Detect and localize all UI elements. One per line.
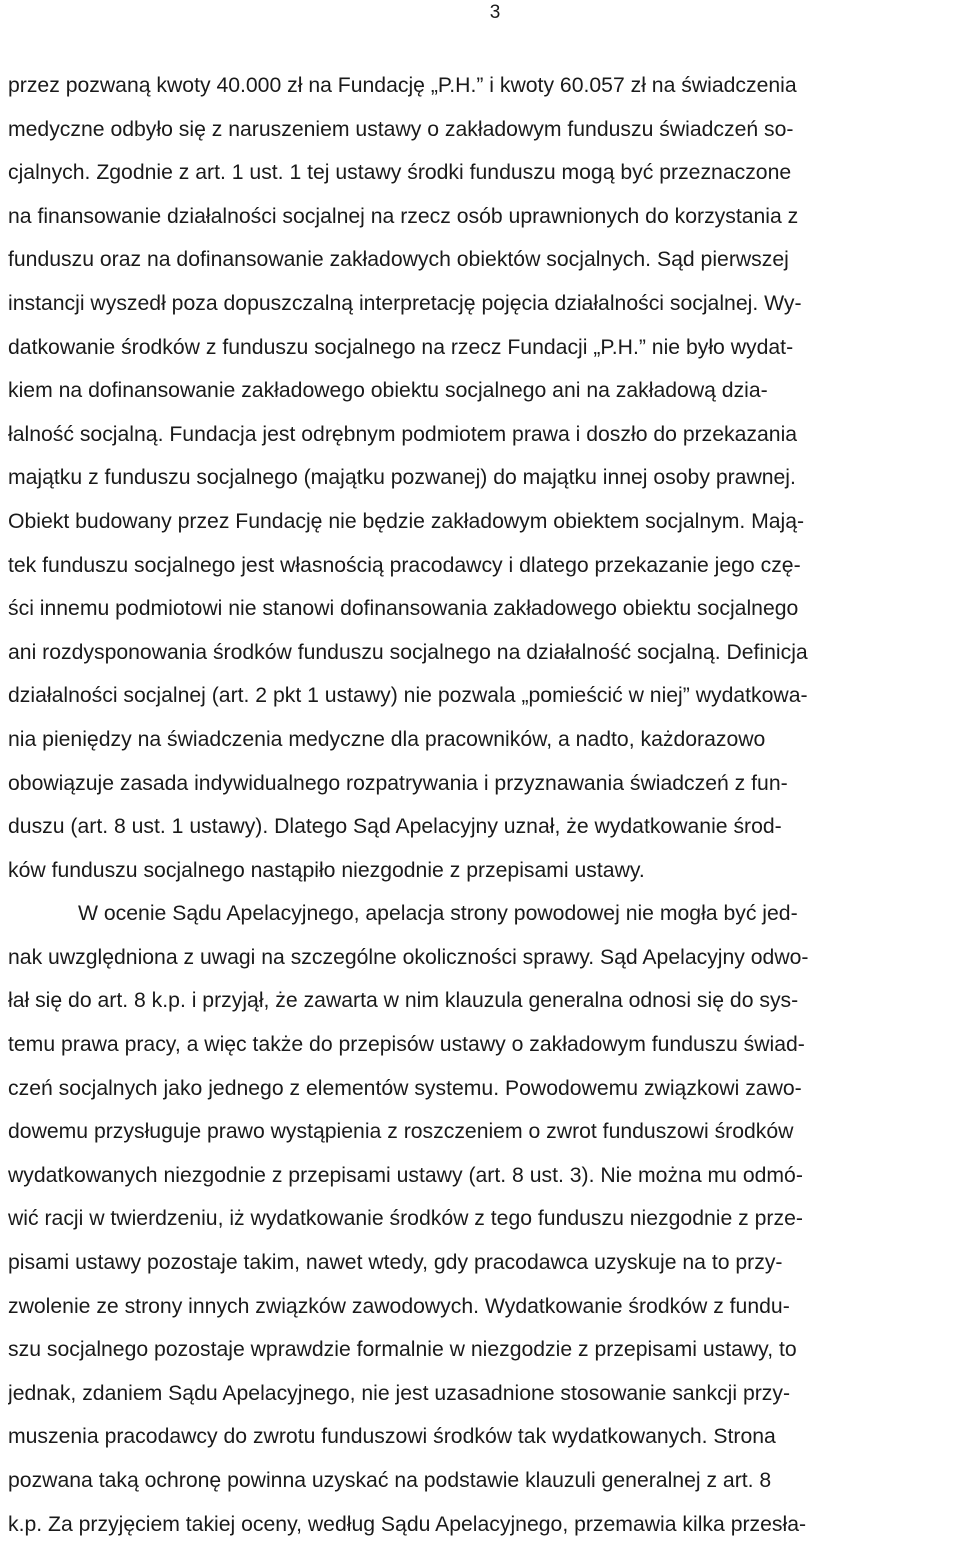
text-line: przez pozwaną kwoty 40.000 zł na Fundację „P.H.” i kwoty 60.057 zł na świadczenia xyxy=(8,74,797,97)
text-line: medyczne odbyło się z naruszeniem ustawy o zakładowym funduszu świadczeń so- xyxy=(8,117,794,141)
text-line: pisami ustawy pozostaje takim, nawet wtedy, gdy pracodawca uzyskuje na to przy- xyxy=(8,1251,783,1275)
page-number: 3 xyxy=(489,2,501,23)
text-line: ków funduszu socjalnego nastąpiło niezgodnie z przepisami ustawy. xyxy=(8,858,645,882)
text-line: czeń socjalnych jako jednego z elementów systemu. Powodowemu związkowi zawo- xyxy=(8,1076,802,1100)
text-line: zwolenie ze strony innych związków zawodowych. Wydatkowanie środków z fundu- xyxy=(8,1294,790,1318)
text-line: łał się do art. 8 k.p. i przyjął, że zawarta w nim klauzula generalna odnosi się do sys- xyxy=(8,989,799,1013)
text-line: jednak, zdaniem Sądu Apelacyjnego, nie jest uzasadnione stosowanie sankcji przy- xyxy=(8,1381,791,1405)
text-line: łalność socjalną. Fundacja jest odrębnym podmiotem prawa i doszło do przekazania xyxy=(8,422,798,446)
text-line: Obiekt budowany przez Fundację nie będzie zakładowym obiektem socjalnym. Mają- xyxy=(8,509,805,533)
text-line: obowiązuje zasada indywidualnego rozpatrywania i przyznawania świadczeń z fun- xyxy=(8,771,788,795)
text-line: działalności socjalnej (art. 2 pkt 1 ustawy) nie pozwala „pomieścić w niej” wydatkowa- xyxy=(8,684,808,708)
text-line: instancji wyszedł poza dopuszczalną interpretację pojęcia działalności socjalnej. Wy- xyxy=(8,291,802,315)
text-line: duszu (art. 8 ust. 1 ustawy). Dlatego Sąd Apelacyjny uznał, że wydatkowanie środ- xyxy=(8,815,782,839)
text-line: szu socjalnego pozostaje wprawdzie formalnie w niezgodzie z przepisami ustawy, to xyxy=(8,1338,797,1362)
text-line: datkowanie środków z funduszu socjalnego na rzecz Fundacji „P.H.” nie było wydat- xyxy=(8,335,794,359)
text-line: nak uwzględniona z uwagi na szczególne okoliczności sprawy. Sąd Apelacyjny odwo- xyxy=(8,945,809,969)
text-line: funduszu oraz na dofinansowanie zakładowych obiektów socjalnych. Sąd pierwszej xyxy=(8,248,789,272)
text-line: nia pieniędzy na świadczenia medyczne dla pracowników, a nadto, każdorazowo xyxy=(8,727,766,751)
text-line: dowemu przysługuje prawo wystąpienia z roszczeniem o zwrot funduszowi środków xyxy=(8,1120,794,1144)
text-line: k.p. Za przyjęciem takiej oceny, według Sądu Apelacyjnego, przemawia kilka przesła- xyxy=(8,1512,807,1536)
text-line: majątku z funduszu socjalnego (majątku pozwanej) do majątku innej osoby prawnej. xyxy=(8,466,796,490)
text-line: na finansowanie działalności socjalnej na rzecz osób uprawnionych do korzystania z xyxy=(8,204,799,228)
text-line: wydatkowanych niezgodnie z przepisami ustawy (art. 8 ust. 3). Nie można mu odmó- xyxy=(8,1163,803,1187)
text-line: cjalnych. Zgodnie z art. 1 ust. 1 tej ustawy środki funduszu mogą być przeznaczone xyxy=(8,161,792,185)
document-body xyxy=(8,64,958,1546)
text-line: muszenia pracodawcy do zwrotu funduszowi środków tak wydatkowanych. Strona xyxy=(8,1425,776,1449)
text-line: kiem na dofinansowanie zakładowego obiektu socjalnego ani na zakładową dzia- xyxy=(8,379,768,403)
text-line: pozwana taką ochronę powinna uzyskać na podstawie klauzuli generalnej z art. 8 xyxy=(8,1469,772,1492)
text-line: ani rozdysponowania środków funduszu socjalnego na działalność socjalną. Definicja xyxy=(8,640,808,664)
text-line: temu prawa pracy, a więc także do przepisów ustawy o zakładowym funduszu świad- xyxy=(8,1033,805,1057)
text-line: tek funduszu socjalnego jest własnością pracodawcy i dlatego przekazanie jego czę- xyxy=(8,553,801,577)
text-line: W ocenie Sądu Apelacyjnego, apelacja strony powodowej nie mogła być jed- xyxy=(78,902,798,926)
text-line: ści innemu podmiotowi nie stanowi dofinansowania zakładowego obiektu socjalnego xyxy=(8,597,799,621)
text-line: wić racji w twierdzeniu, iż wydatkowanie środków z tego funduszu niezgodnie z prze- xyxy=(8,1207,803,1231)
